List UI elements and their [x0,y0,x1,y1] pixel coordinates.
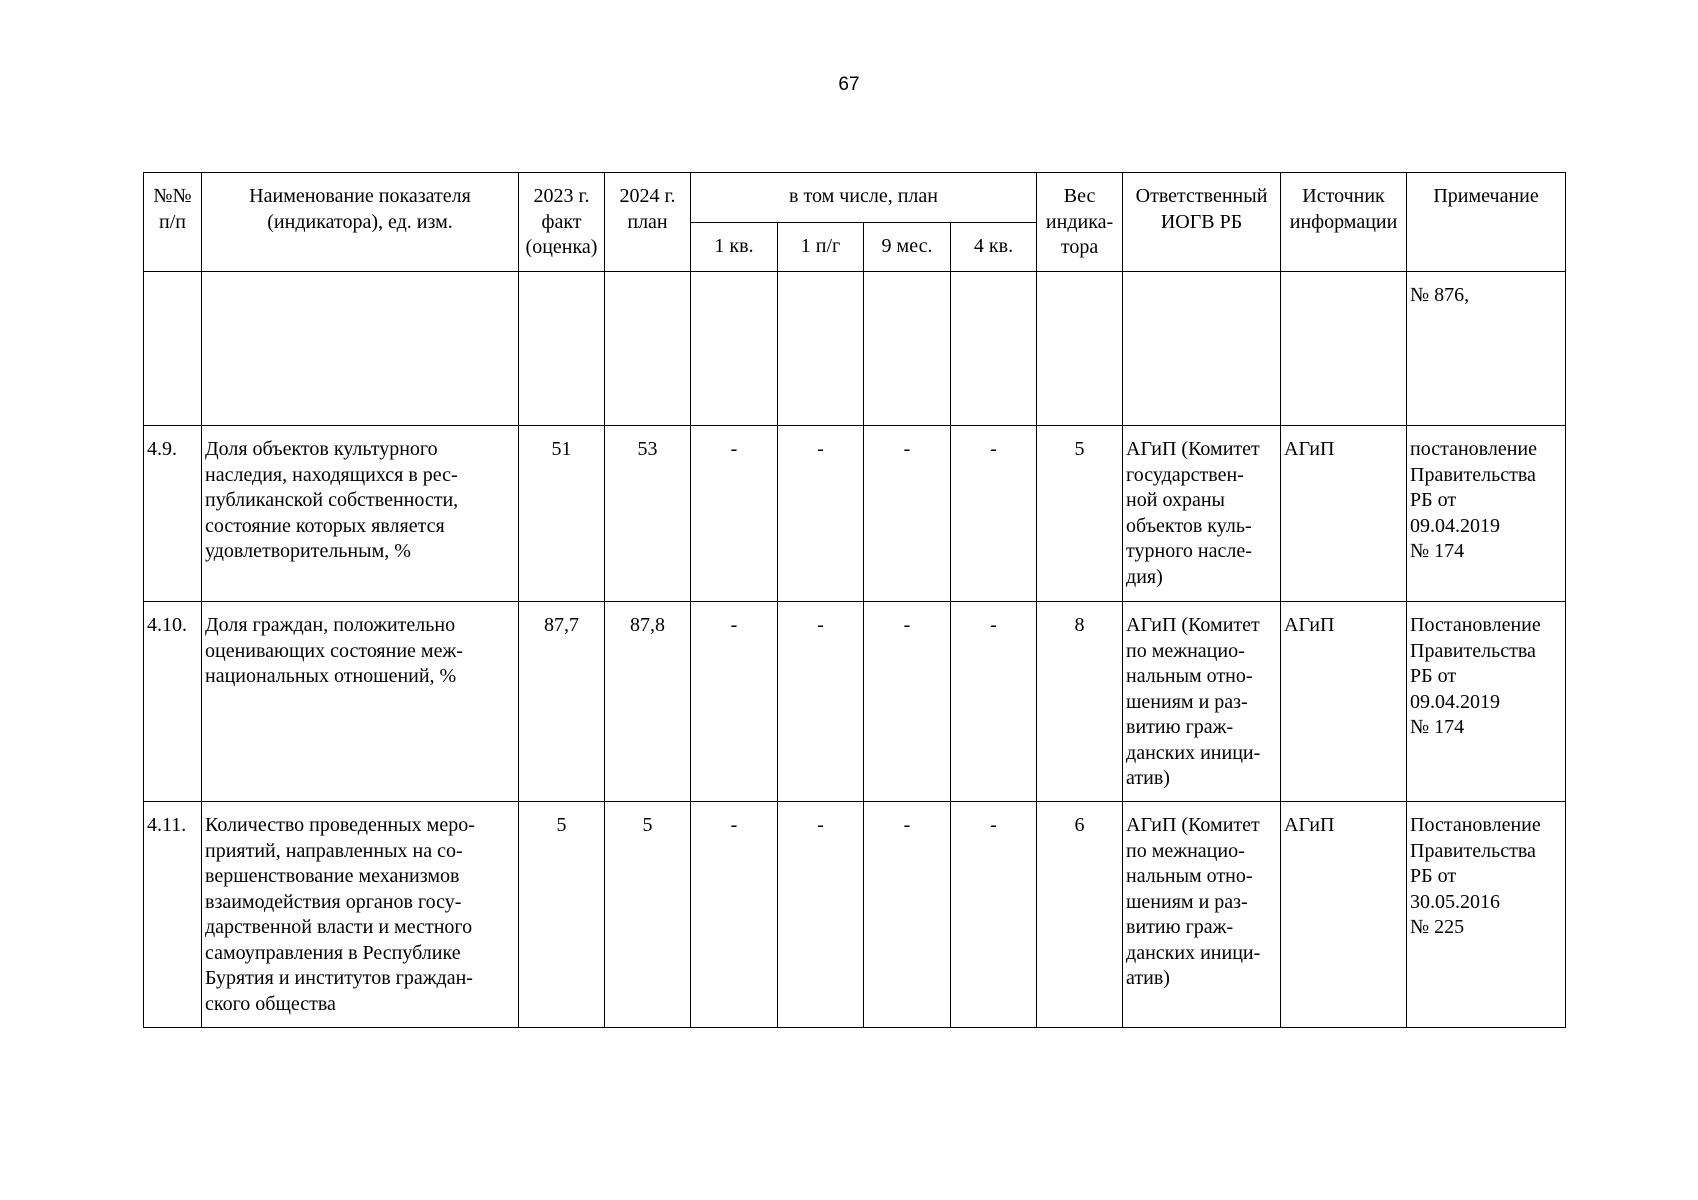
cell-weight: 6 [1037,802,1123,1028]
cell-weight: 5 [1037,426,1123,602]
header-name: Наименование показателя (индикатора), ед. изм. [202,173,519,272]
cell-9-months [864,272,951,426]
cell-source [1281,272,1407,426]
cell-source: АГиП [1281,602,1407,802]
cell-plan-2024 [605,272,691,426]
header-plan-2024: 2024 г. план [605,173,691,272]
cell-responsible [1123,272,1281,426]
cell-source: АГиП [1281,426,1407,602]
cell-fact-2023: 87,7 [519,602,605,802]
cell-responsible: АГиП (Комитет государствен- ной охраны объектов куль- турного насле- дия) [1123,426,1281,602]
cell-fact-2023 [519,272,605,426]
header-9-months: 9 мес. [864,223,951,272]
cell-note: постановление Правительства РБ от 09.04.2019 № 174 [1407,426,1566,602]
cell-plan-2024: 53 [605,426,691,602]
cell-q1: - [691,426,778,602]
cell-half-year [778,272,864,426]
cell-half-year: - [778,802,864,1028]
cell-q4: - [951,426,1037,602]
table-row [144,426,1566,602]
header-num: №№ п/п [144,173,202,272]
table-row [144,602,1566,802]
header-half-year: 1 п/г [778,223,864,272]
cell-9-months: - [864,602,951,802]
cell-note: Постановление Правительства РБ от 09.04.2019 № 174 [1407,602,1566,802]
cell-9-months: - [864,802,951,1028]
header-q1: 1 кв. [691,223,778,272]
cell-q4: - [951,602,1037,802]
cell-source: АГиП [1281,802,1407,1028]
cell-name: Количество проведенных меро- приятий, направленных на со- вершенствование механизмов взаимодействия органов госу- дарственной власти и местного самоуправления в Республике Бурятия и институтов граждан- ского общества [202,802,519,1028]
cell-q1 [691,272,778,426]
cell-q4: - [951,802,1037,1028]
header-note: Примечание [1407,173,1566,272]
cell-note: Постановление Правительства РБ от 30.05.2016 № 225 [1407,802,1566,1028]
table-row [144,802,1566,1028]
header-weight: Вес индика-тора [1037,173,1123,272]
cell-num: 4.9. [144,426,202,602]
cell-num: 4.11. [144,802,202,1028]
cell-q1: - [691,802,778,1028]
indicators-table [143,172,1566,1028]
cell-plan-2024: 87,8 [605,602,691,802]
cell-fact-2023: 5 [519,802,605,1028]
table-row [144,272,1566,426]
cell-num [144,272,202,426]
cell-q4 [951,272,1037,426]
header-fact-2023: 2023 г. факт (оценка) [519,173,605,272]
cell-q1: - [691,602,778,802]
page-number: 67 [838,74,860,95]
header-including-plan: в том числе, план [691,173,1037,223]
cell-weight [1037,272,1123,426]
cell-name: Доля граждан, положительно оценивающих состояние меж- национальных отношений, % [202,602,519,802]
cell-num: 4.10. [144,602,202,802]
cell-weight: 8 [1037,602,1123,802]
cell-half-year: - [778,426,864,602]
header-responsible: Ответственный ИОГВ РБ [1123,173,1281,272]
cell-9-months: - [864,426,951,602]
cell-half-year: - [778,602,864,802]
table-header [144,173,1566,272]
cell-note: № 876, [1407,272,1566,426]
cell-plan-2024: 5 [605,802,691,1028]
cell-name [202,272,519,426]
cell-fact-2023: 51 [519,426,605,602]
cell-responsible: АГиП (Комитет по межнацио- нальным отно- шениям и раз- витию граж- данских иници- атив) [1123,802,1281,1028]
cell-name: Доля объектов культурного наследия, находящихся в рес- публиканской собственности, состояние которых является удовлетворительным, % [202,426,519,602]
header-source: Источник информации [1281,173,1407,272]
cell-responsible: АГиП (Комитет по межнацио- нальным отно- шениям и раз- витию граж- данских иници- атив) [1123,602,1281,802]
header-q4: 4 кв. [951,223,1037,272]
